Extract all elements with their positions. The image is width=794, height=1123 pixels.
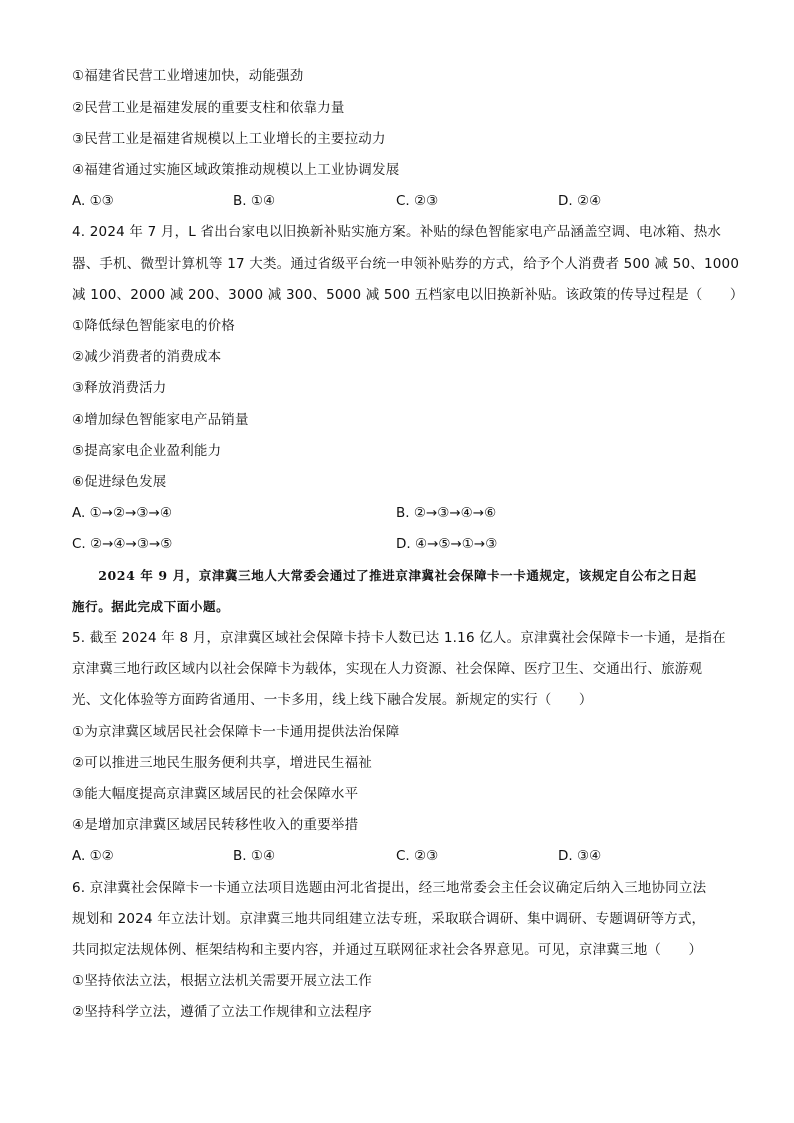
q6-item-1: ①坚持依法立法，根据立法机关需要开展立法工作 <box>72 973 373 989</box>
q3-option-c: C. ②③ <box>396 193 439 209</box>
q3-statement-3: ③民营工业是福建省规模以上工业增长的主要拉动力 <box>72 131 386 147</box>
q4-option-b: B. ②→③→④→⑥ <box>396 505 497 521</box>
q4-stem-line-2: 器、手机、微型计算机等 17 大类。通过省级平台统一申领补贴券的方式，给予个人消费者 500 减 50、1000 <box>72 256 740 272</box>
material-intro-line-1: 2024 年 9 月，京津冀三地人大常委会通过了推进京津冀社会保障卡一卡通规定，该规定自公布之日起 <box>72 568 697 583</box>
q3-option-d: D. ②④ <box>558 193 602 209</box>
q5-stem-line-3: 光、文化体验等方面跨省通用、一卡多用，线上线下融合发展。新规定的实行（ ） <box>72 692 593 708</box>
q6-item-2: ②坚持科学立法，遵循了立法工作规律和立法程序 <box>72 1004 373 1020</box>
q4-option-c: C. ②→④→③→⑤ <box>72 536 173 552</box>
q4-item-3: ③释放消费活力 <box>72 380 167 396</box>
q4-item-4: ④增加绿色智能家电产品销量 <box>72 412 249 428</box>
q4-option-a: A. ①→②→③→④ <box>72 505 172 521</box>
q5-item-4: ④是增加京津冀区域居民转移性收入的重要举措 <box>72 817 359 833</box>
q4-stem-line-1: 4. 2024 年 7 月，L 省出台家电以旧换新补贴实施方案。补贴的绿色智能家电产品涵盖空调、电冰箱、热水 <box>72 224 722 240</box>
q5-item-2: ②可以推进三地民生服务便利共享，增进民生福祉 <box>72 755 373 771</box>
q5-option-b: B. ①④ <box>233 848 276 864</box>
q5-option-a: A. ①② <box>72 848 114 864</box>
q6-stem-line-3: 共同拟定法规体例、框架结构和主要内容，并通过互联网征求社会各界意见。可见，京津冀三地（ ） <box>72 942 703 958</box>
q4-item-2: ②减少消费者的消费成本 <box>72 349 222 365</box>
q3-option-a: A. ①③ <box>72 193 114 209</box>
q3-option-b: B. ①④ <box>233 193 276 209</box>
material-intro-line-2: 施行。据此完成下面小题。 <box>72 599 230 614</box>
q5-item-1: ①为京津冀区域居民社会保障卡一卡通用提供法治保障 <box>72 724 400 740</box>
q5-stem-line-1: 5. 截至 2024 年 8 月，京津冀区域社会保障卡持卡人数已达 1.16 亿人。京津冀社会保障卡一卡通，是指在 <box>72 630 726 646</box>
q4-item-6: ⑥促进绿色发展 <box>72 474 167 490</box>
q3-statement-4: ④福建省通过实施区域政策推动规模以上工业协调发展 <box>72 162 400 178</box>
q5-item-3: ③能大幅度提高京津冀区域居民的社会保障水平 <box>72 786 359 802</box>
q6-stem-line-1: 6. 京津冀社会保障卡一卡通立法项目选题由河北省提出，经三地常委会主任会议确定后纳入三地协同立法 <box>72 880 707 896</box>
q5-stem-line-2: 京津冀三地行政区域内以社会保障卡为载体，实现在人力资源、社会保障、医疗卫生、交通出行、旅游观 <box>72 661 703 677</box>
q4-stem-line-3: 减 100、2000 减 200、3000 减 300、5000 减 500 五档家电以旧换新补贴。该政策的传导过程是（ ） <box>72 287 744 303</box>
q4-item-1: ①降低绿色智能家电的价格 <box>72 318 236 334</box>
q6-stem-line-2: 规划和 2024 年立法计划。京津冀三地共同组建立法专班，采取联合调研、集中调研、专题调研等方式， <box>72 911 706 927</box>
q3-statement-2: ②民营工业是福建发展的重要支柱和依靠力量 <box>72 100 345 116</box>
q5-option-c: C. ②③ <box>396 848 439 864</box>
q4-item-5: ⑤提高家电企业盈利能力 <box>72 443 222 459</box>
q4-option-d: D. ④→⑤→①→③ <box>396 536 498 552</box>
q3-statement-1: ①福建省民营工业增速加快，动能强劲 <box>72 68 304 84</box>
q5-option-d: D. ③④ <box>558 848 602 864</box>
